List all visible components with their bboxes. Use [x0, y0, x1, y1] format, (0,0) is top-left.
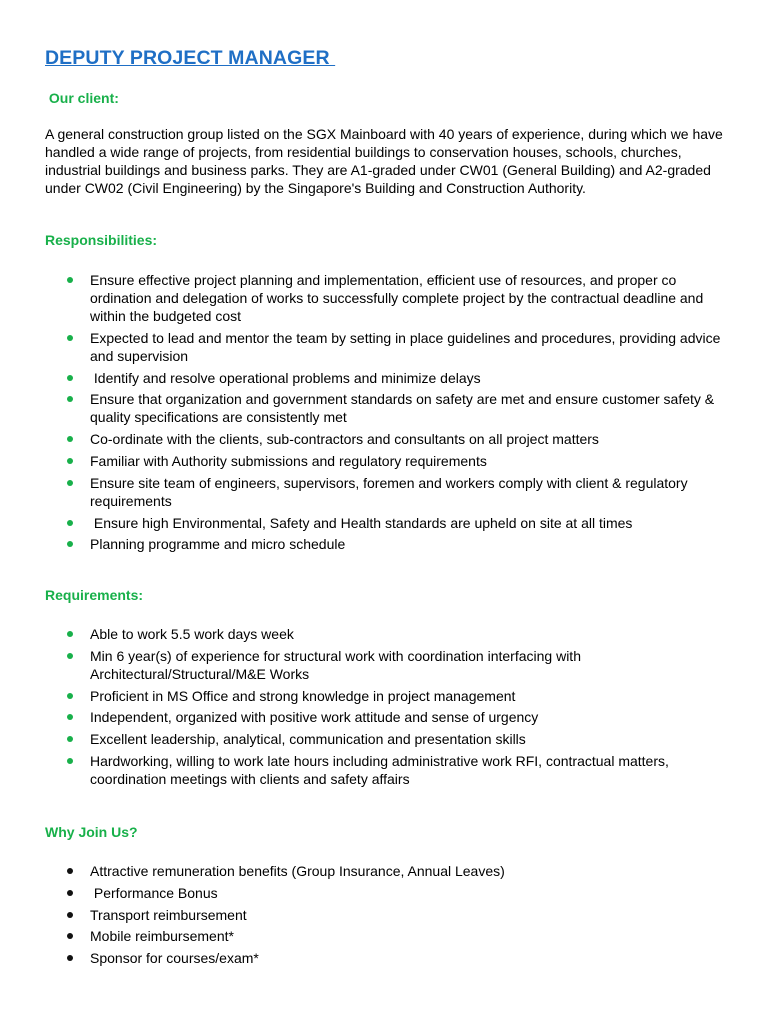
bullet-icon — [67, 912, 73, 918]
list-item — [45, 949, 735, 967]
bullet-icon — [67, 277, 73, 283]
list-item — [45, 884, 735, 902]
list-item-text: Co-ordinate with the clients, sub-contractors and consultants on all project matters — [90, 431, 599, 448]
list-item — [45, 329, 735, 365]
list-item-text: Planning programme and micro schedule — [90, 536, 346, 553]
bullet-icon — [67, 335, 73, 341]
bullet-icon — [67, 541, 73, 547]
list-item — [45, 452, 735, 470]
bullet-icon — [67, 693, 73, 699]
bullet-icon — [67, 458, 73, 464]
list-item-text: Identify and resolve operational problems and minimize delays — [90, 369, 481, 386]
list-item — [45, 687, 735, 705]
list-item — [45, 927, 735, 945]
list-item — [45, 647, 735, 683]
page-title: DEPUTY PROJECT MANAGER — [45, 47, 336, 69]
list-item — [45, 369, 735, 387]
bullet-icon — [67, 631, 73, 637]
responsibilities-list — [45, 271, 735, 557]
requirements-heading: Requirements: — [45, 587, 144, 603]
list-item — [45, 271, 735, 325]
list-item — [45, 430, 735, 448]
benefits-list — [45, 862, 735, 971]
list-item-text: Performance Bonus — [90, 884, 218, 901]
list-item-text: Ensure site team of engineers, supervisors, foremen and workers comply with client & regulatory requirements — [90, 474, 692, 509]
bullet-icon — [67, 520, 73, 526]
list-item — [45, 535, 735, 553]
list-item-text: Excellent leadership, analytical, communication and presentation skills — [90, 731, 526, 748]
list-item-text: Mobile reimbursement* — [90, 928, 234, 945]
list-item — [45, 906, 735, 924]
list-item-text: Expected to lead and mentor the team by setting in place guidelines and procedures, providing advice and supervision — [90, 329, 725, 364]
bullet-icon — [67, 714, 73, 720]
list-item-text: Ensure that organization and government standards on safety are met and ensure customer safety & quality specifications are consistently met — [90, 391, 719, 426]
list-item-text: Able to work 5.5 work days week — [90, 626, 294, 642]
list-item — [45, 708, 735, 726]
bullet-icon — [67, 436, 73, 442]
client-heading: Our client: — [45, 90, 119, 106]
list-item-text: Sponsor for courses/exam* — [90, 950, 259, 967]
list-item — [45, 862, 735, 880]
bullet-icon — [67, 396, 73, 402]
bullet-icon — [67, 933, 73, 939]
bullet-icon — [67, 955, 73, 961]
list-item-text: Attractive remuneration benefits (Group Insurance, Annual Leaves) — [90, 863, 505, 879]
list-item — [45, 730, 735, 748]
list-item — [45, 752, 735, 788]
bullet-icon — [67, 480, 73, 486]
list-item — [45, 514, 735, 532]
bullet-icon — [67, 736, 73, 742]
requirements-list — [45, 625, 735, 792]
list-item-text: Independent, organized with positive work attitude and sense of urgency — [90, 709, 539, 726]
bullet-icon — [67, 890, 73, 896]
list-item-text: Ensure effective project planning and implementation, efficient use of resources, and proper co ordination and delegation of works to successfully complete project by the contractual deadline and within the budgeted cost — [90, 272, 708, 324]
client-description: A general construction group listed on the SGX Mainboard with 40 years of experience, during which we have handled a wide range of projects, from residential buildings to conservation houses, schools, churches, industrial buildings and business parks. They are A1-graded under CW01 (General Building) and A2-graded under CW02 (Civil Engineering) by the Singapore's Building and Construction Authority. — [45, 126, 723, 196]
list-item-text: Min 6 year(s) of experience for structural work with coordination interfacing with Architectural/Structural/M&E Works — [90, 647, 585, 682]
why-join-heading: Why Join Us? — [45, 824, 138, 840]
list-item-text: Familiar with Authority submissions and regulatory requirements — [90, 452, 487, 469]
bullet-icon — [67, 653, 73, 659]
list-item-text: Proficient in MS Office and strong knowledge in project management — [90, 687, 516, 704]
responsibilities-heading: Responsibilities: — [45, 232, 158, 248]
list-item-text: Ensure high Environmental, Safety and Health standards are upheld on site at all times — [90, 514, 633, 531]
list-item-text: Transport reimbursement — [90, 906, 247, 923]
list-item-text: Hardworking, willing to work late hours including administrative work RFI, contractual matters, coordination meetings with clients and safety affairs — [90, 752, 673, 787]
list-item — [45, 625, 735, 643]
bullet-icon — [67, 758, 73, 764]
list-item — [45, 474, 735, 510]
bullet-icon — [67, 868, 73, 874]
list-item — [45, 390, 735, 426]
bullet-icon — [67, 375, 73, 381]
